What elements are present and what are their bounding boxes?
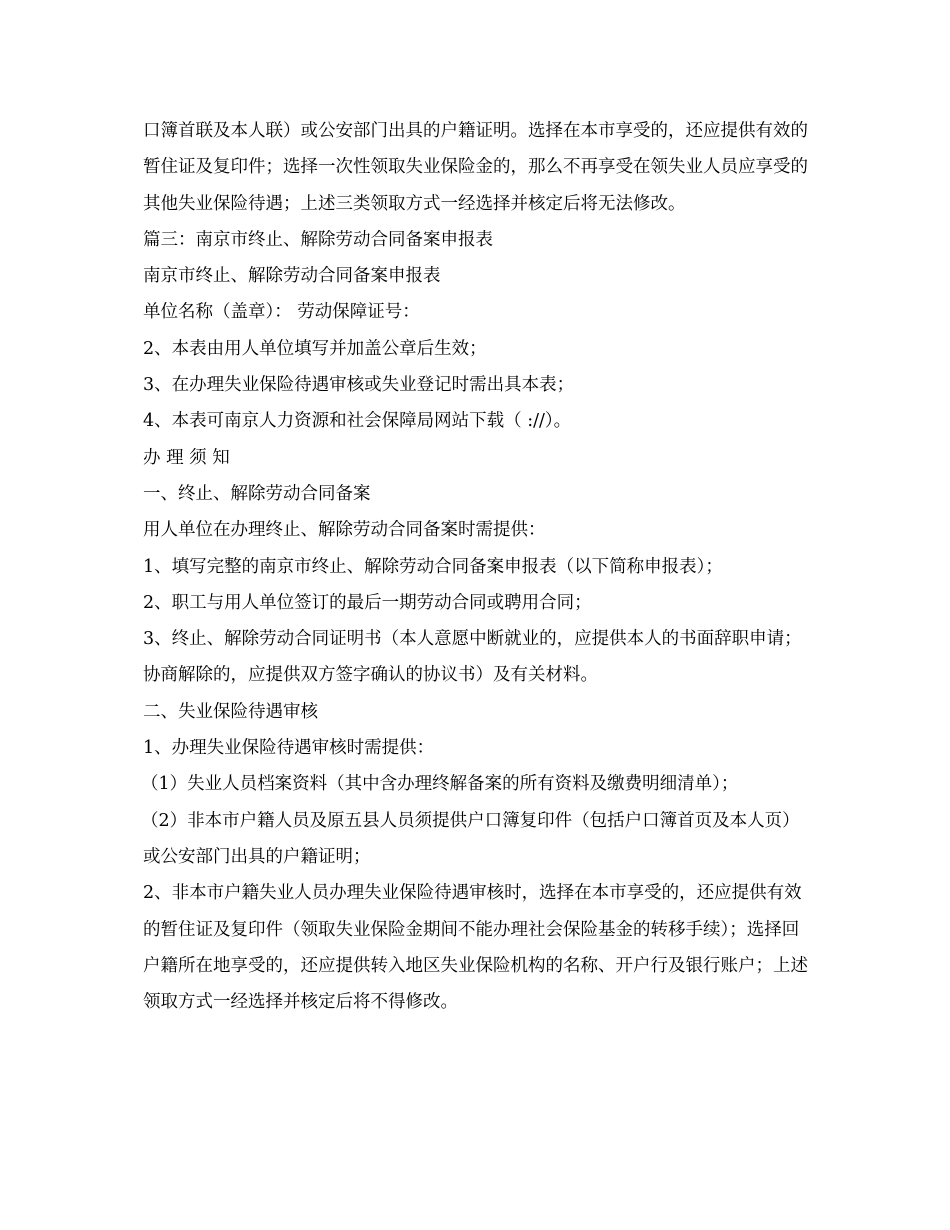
note-item-2: 2、本表由用人单位填写并加盖公章后生效； [143, 338, 487, 359]
list-item-1: 1、填写完整的南京市终止、解除劳动合同备案申报表（以下简称申报表）； [143, 556, 723, 577]
section-heading-part-three: 篇三：南京市终止、解除劳动合同备案申报表 [143, 229, 493, 250]
list-item-2: 2、职工与用人单位签订的最后一期劳动合同或聘用合同； [143, 592, 592, 613]
paragraph-employer-requirements: 用人单位在办理终止、解除劳动合同备案时需提供： [143, 520, 546, 541]
instructions-heading: 办 理 须 知 [143, 447, 230, 468]
form-fields-line: 单位名称（盖章）： 劳动保障证号： [143, 302, 420, 323]
note-item-3: 3、在办理失业保险待遇审核或失业登记时需出具本表； [143, 375, 575, 396]
list-item-review-2: 2、非本市户籍失业人员办理失业保险待遇审核时，选择在本市享受的，还应提供有效的暂住证及复印件（领取失业保险金期间不能办理社会保险基金的转移手续）；选择回户籍所在地享受的，还应提供转入地区失业保险机构的名称、开户行及银行账户；上述领取方式一经选择并核定后将不得修改。 [143, 883, 808, 1013]
sub-item-2: （2）非本市户籍人员及原五县人员须提供户口簿复印件（包括户口簿首页及本人页）或公安部门出具的户籍证明； [141, 810, 800, 867]
sub-item-1: （1）失业人员档案资料（其中含办理终解备案的所有资料及缴费明细清单）； [141, 774, 739, 795]
list-item-3: 3、终止、解除劳动合同证明书（本人意愿中断就业的，应提供本人的书面辞职申请；协商解除的，应提供双方签字确认的协议书）及有关材料。 [143, 629, 802, 686]
section-heading-benefit-review: 二、失业保险待遇审核 [143, 701, 318, 722]
list-item-review-1: 1、办理失业保险待遇审核时需提供： [143, 738, 435, 759]
note-item-4: 4、本表可南京人力资源和社会保障局网站下载（ ://）。 [143, 411, 572, 432]
paragraph-household-proof: 口簿首联及本人联）或公安部门出具的户籍证明。选择在本市享受的，还应提供有效的暂住证及复印件；选择一次性领取失业保险金的，那么不再享受在领失业人员应享受的其他失业保险待遇；上述三类领取方式一经选择并核定后将无法修改。 [143, 121, 808, 214]
document-body [143, 113, 813, 1020]
section-heading-contract-filing: 一、终止、解除劳动合同备案 [143, 483, 371, 504]
form-title: 南京市终止、解除劳动合同备案申报表 [143, 266, 441, 287]
